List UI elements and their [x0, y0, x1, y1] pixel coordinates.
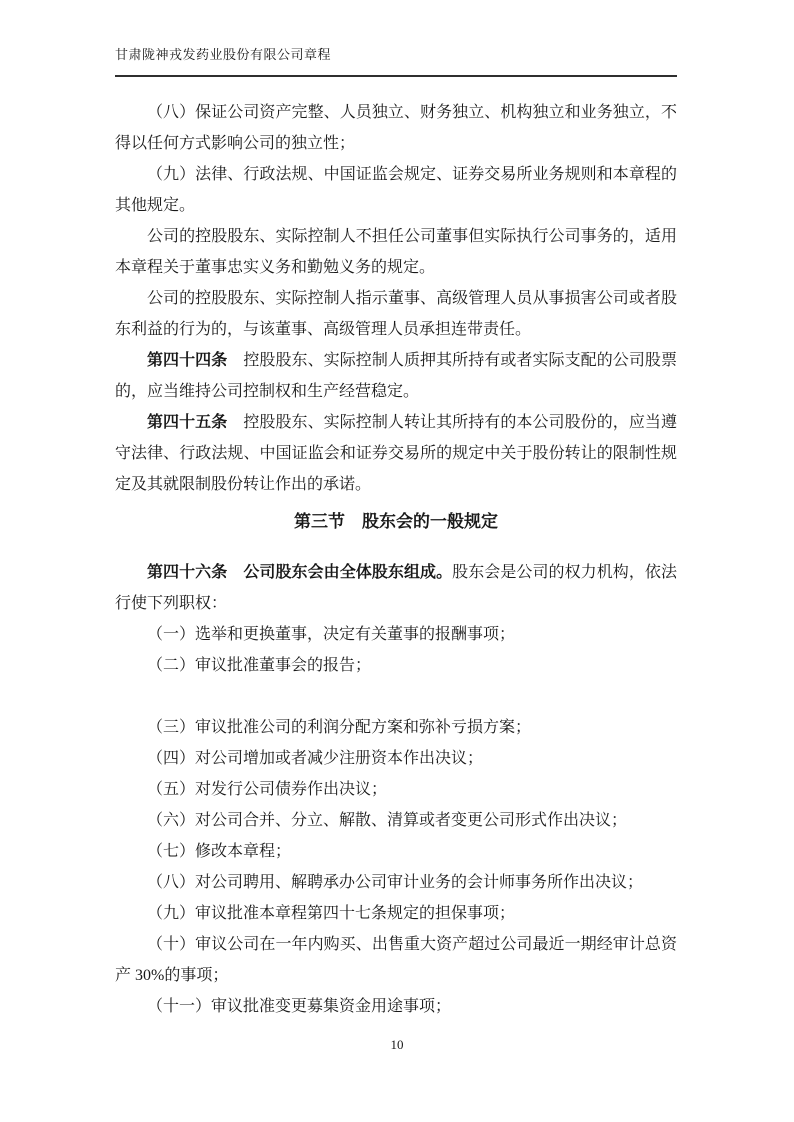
- header-title: 甘肃陇神戎发药业股份有限公司章程: [115, 47, 332, 62]
- blank-line: [115, 681, 677, 712]
- paragraph: 公司的控股股东、实际控制人不担任公司董事但实际执行公司事务的，适用本章程关于董事忠实义务和勤勉义务的规定。: [115, 228, 677, 276]
- paragraph: （九）法律、行政法规、中国证监会规定、证券交易所业务规则和本章程的其他规定。: [115, 166, 677, 214]
- article-number: 第四十六条 公司股东会由全体股东组成。: [147, 564, 453, 581]
- paragraph: （四）对公司增加或者减少注册资本作出决议；: [147, 750, 484, 767]
- article-number: 第四十五条: [147, 414, 228, 431]
- paragraph: （十一）审议批准变更募集资金用途事项；: [147, 998, 452, 1015]
- paragraph: （八）对公司聘用、解聘承办公司审计业务的会计师事务所作出决议；: [147, 874, 644, 891]
- page-footer: [0, 1036, 794, 1054]
- paragraph: 第四十六条 公司股东会由全体股东组成。股东会是公司的权力机构，依法行使下列职权：: [115, 564, 677, 612]
- paragraph: 第四十四条 控股股东、实际控制人质押其所持有或者实际支配的公司股票的，应当维持公司控制权和生产经营稳定。: [115, 352, 677, 400]
- paragraph: （九）审议批准本章程第四十七条规定的担保事项；: [147, 905, 516, 922]
- paragraph: （五）对发行公司债券作出决议；: [147, 781, 388, 798]
- paragraph: （十）审议公司在一年内购买、出售重大资产超过公司最近一期经审计总资产 30%的事项；: [115, 936, 677, 984]
- paragraph: （七）修改本章程；: [147, 843, 292, 860]
- paragraph: （三）审议批准公司的利润分配方案和弥补亏损方案；: [147, 719, 532, 736]
- page-header: [115, 46, 677, 77]
- paragraph: 第四十五条 控股股东、实际控制人转让其所持有的本公司股份的，应当遵守法律、行政法规、中国证监会和证券交易所的规定中关于股份转让的限制性规定及其就限制股份转让作出的承诺。: [115, 414, 677, 493]
- paragraph: （六）对公司合并、分立、解散、清算或者变更公司形式作出决议；: [147, 812, 628, 829]
- article-number: 第四十四条: [147, 352, 228, 369]
- paragraph: （二）审议批准董事会的报告；: [147, 657, 372, 674]
- paragraph: 公司的控股股东、实际控制人指示董事、高级管理人员从事损害公司或者股东利益的行为的，与该董事、高级管理人员承担连带责任。: [115, 290, 677, 338]
- document-body: [115, 97, 677, 1022]
- page-number: 10: [390, 1037, 404, 1052]
- paragraph: （一）选举和更换董事，决定有关董事的报酬事项；: [147, 626, 516, 643]
- paragraph: （八）保证公司资产完整、人员独立、财务独立、机构独立和业务独立，不得以任何方式影响公司的独立性；: [115, 104, 677, 152]
- section-heading: 第三节 股东会的一般规定: [294, 512, 498, 531]
